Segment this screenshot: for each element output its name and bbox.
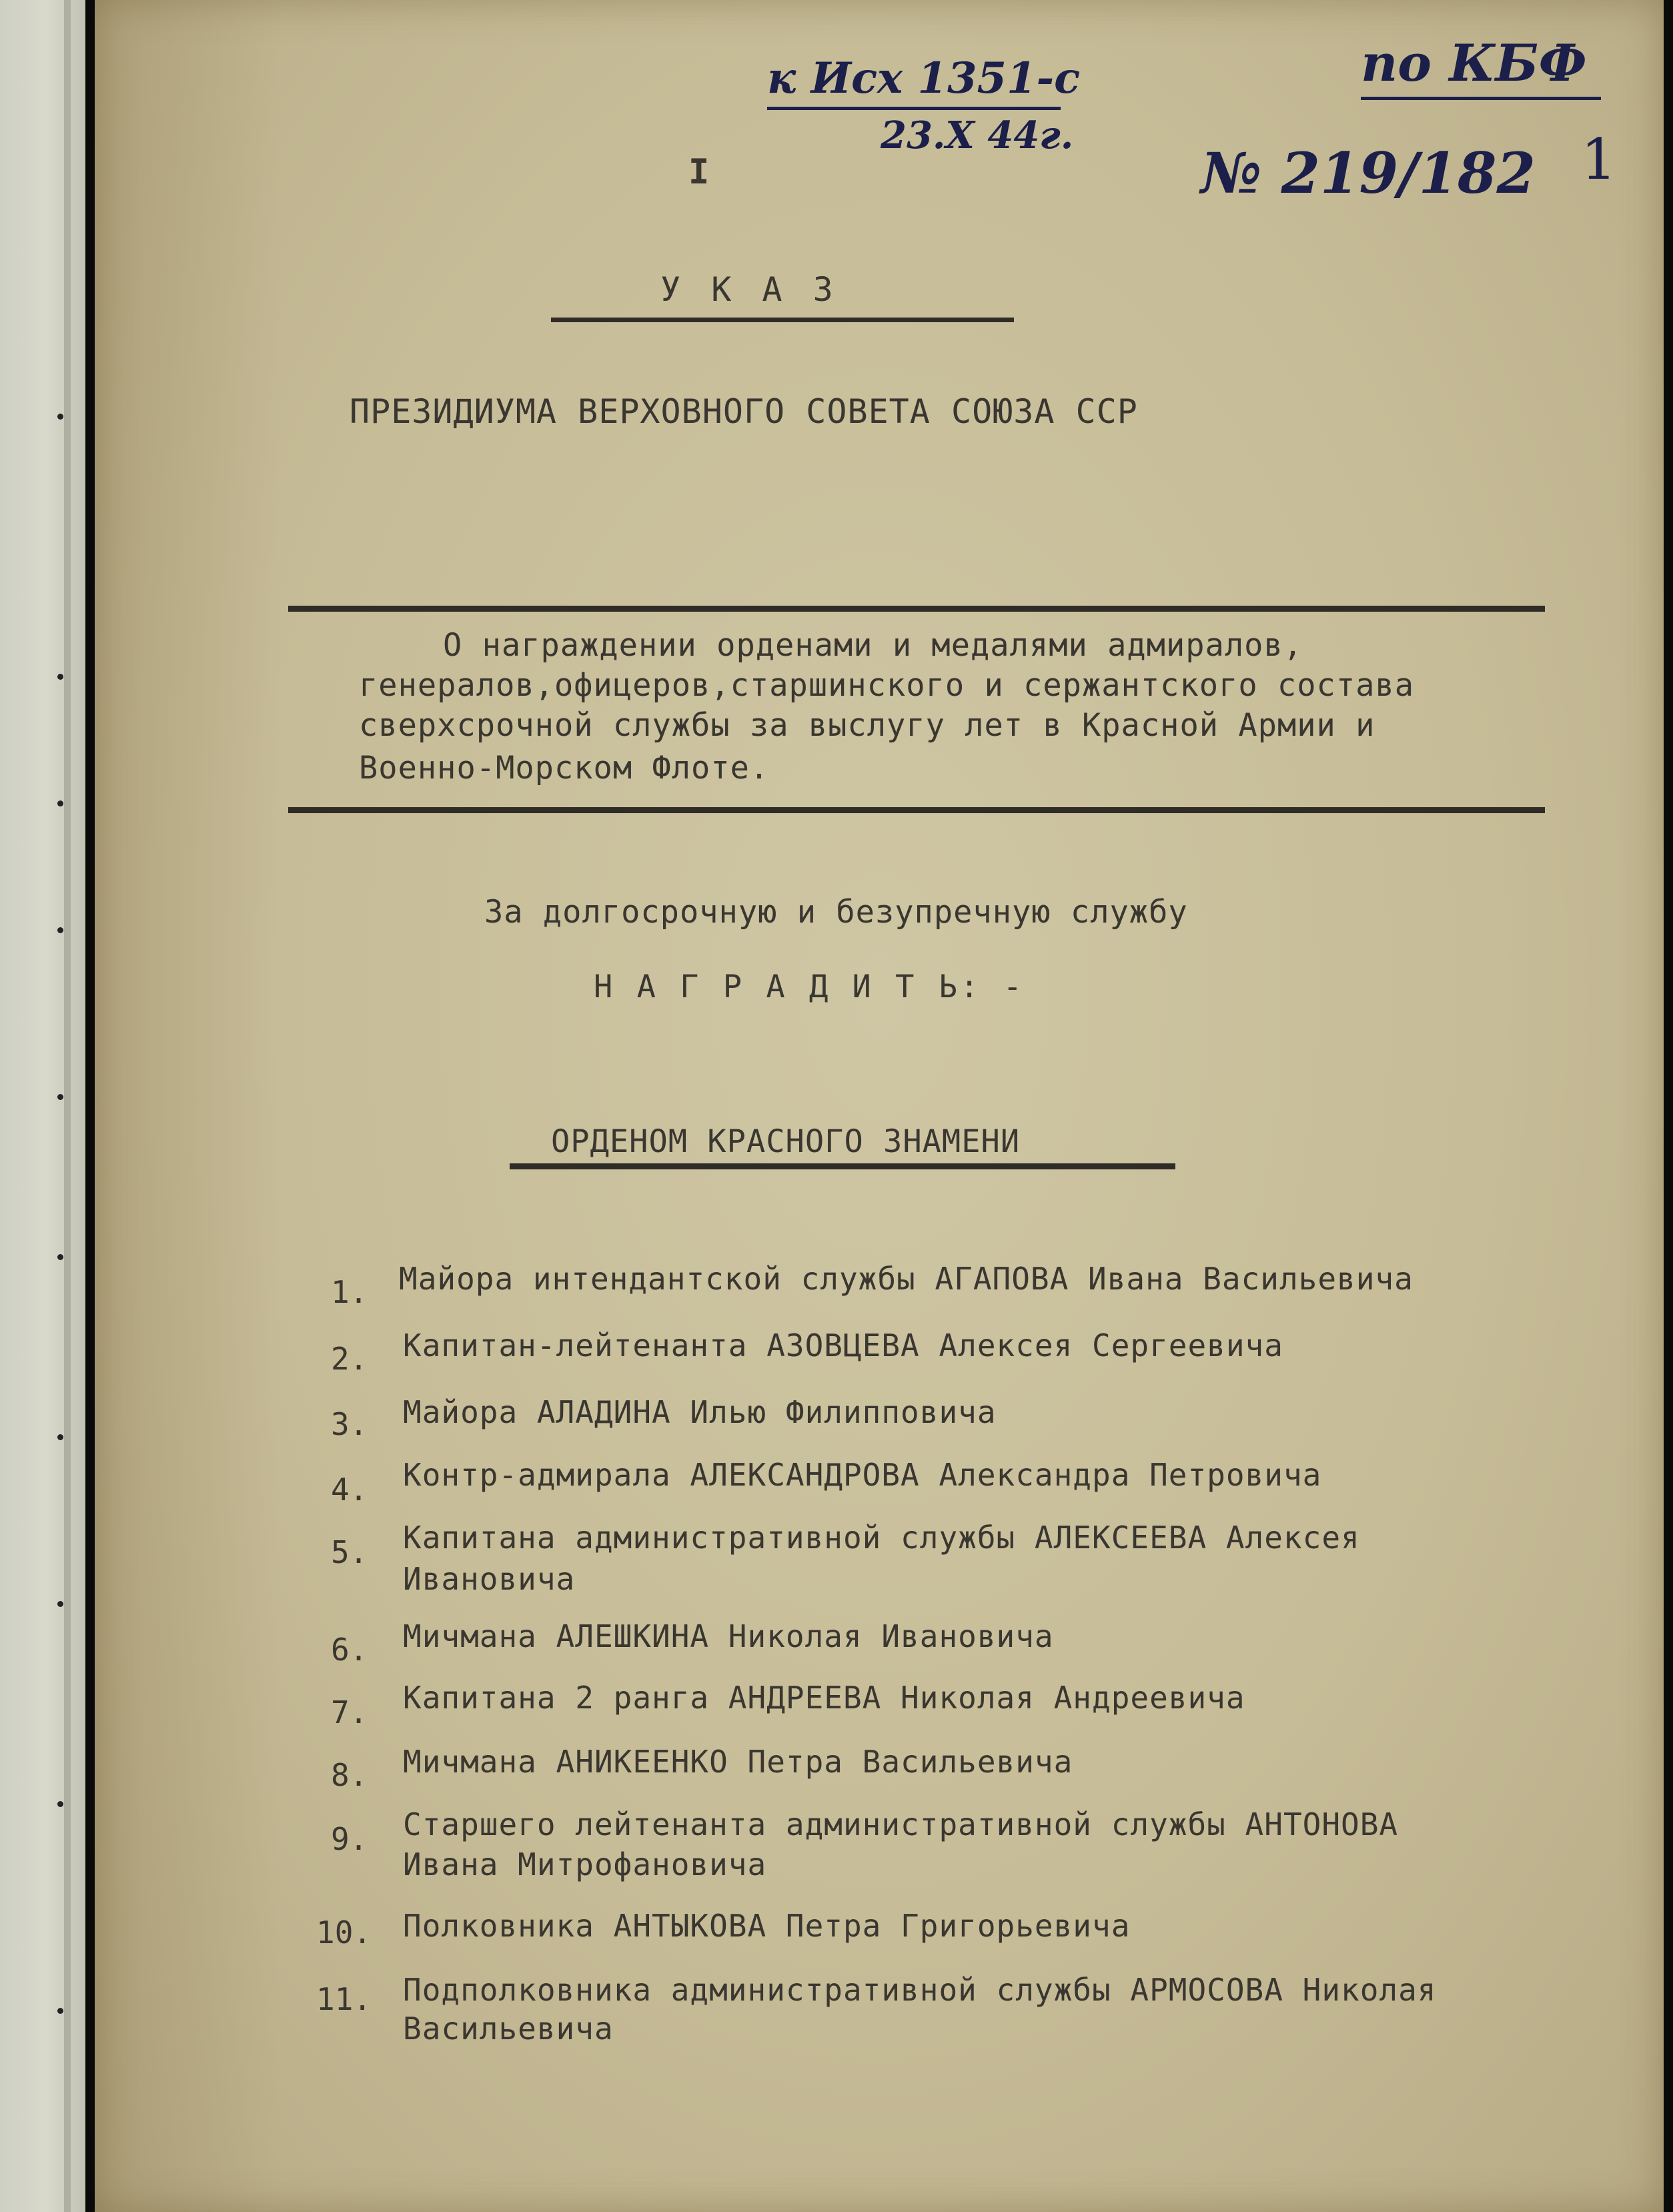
adjacent-page-edge <box>64 0 71 2212</box>
document-page <box>95 0 1664 2212</box>
item-number: 4. <box>331 1472 368 1508</box>
binding-hole <box>57 1094 63 1100</box>
page-number-annotation: 1 <box>1581 127 1617 192</box>
adjacent-page-strip <box>0 0 85 2212</box>
item-number: 10. <box>316 1914 372 1951</box>
binding-hole <box>57 800 63 806</box>
item-text: Мичмана АЛЕШКИНА Николая Ивановича <box>403 1618 1054 1654</box>
item-number: 9. <box>331 1821 368 1857</box>
subject-line: сверхсрочной службы за выслугу лет в Красной Армии и <box>359 707 1375 744</box>
item-text-continuation: Ивана Митрофановича <box>403 1846 767 1882</box>
outgoing-ref-annotation: к Исх 1351-с <box>767 53 1081 103</box>
item-text: Капитана административной службы АЛЕКСЕЕВА Алексея <box>403 1520 1360 1556</box>
fleet-underline <box>1361 97 1601 100</box>
item-text: Старшего лейтенанта административной службы АНТОНОВА <box>403 1806 1399 1842</box>
binding-hole <box>57 1434 63 1440</box>
subject-line: О награждении орденами и медалями адмиралов, <box>443 627 1303 664</box>
binding-hole <box>57 1601 63 1607</box>
roman-section-mark: I <box>688 152 710 192</box>
subject-line: генералов,офицеров,старшинского и сержантского состава <box>359 667 1415 704</box>
item-number: 2. <box>331 1341 368 1377</box>
item-text: Полковника АНТЫКОВА Петра Григорьевича <box>403 1908 1131 1944</box>
item-number: 6. <box>331 1632 368 1668</box>
item-text: Капитана 2 ранга АНДРЕЕВА Николая Андреевича <box>403 1680 1245 1716</box>
item-number: 7. <box>331 1694 368 1730</box>
ref-underline <box>767 107 1061 110</box>
binding-hole <box>57 1254 63 1260</box>
item-text-continuation: Васильевича <box>403 2011 614 2047</box>
item-number: 11. <box>316 1981 372 2017</box>
item-text-continuation: Ивановича <box>403 1561 576 1597</box>
title-underline <box>551 318 1014 322</box>
fleet-annotation: по КБФ <box>1361 33 1587 93</box>
item-text: Майора интендантской службы АГАПОВА Ивана Васильевича <box>399 1261 1414 1297</box>
binding-hole <box>57 674 63 680</box>
item-number: 5. <box>331 1534 368 1570</box>
item-text: Мичмана АНИКЕЕНКО Петра Васильевича <box>403 1744 1073 1780</box>
award-directive: Н А Г Р А Д И Т Ь: - <box>594 969 1025 1005</box>
item-number: 8. <box>331 1757 368 1793</box>
binding-hole <box>57 414 63 420</box>
subject-line: Военно-Морском Флоте. <box>359 750 770 786</box>
binding-hole <box>57 927 63 933</box>
subject-bottom-rule <box>288 807 1545 813</box>
document-subtitle: ПРЕЗИДИУМА ВЕРХОВНОГО СОВЕТА СОЮЗА ССР <box>350 392 1138 431</box>
order-section-title: ОРДЕНОМ КРАСНОГО ЗНАМЕНИ <box>551 1123 1021 1160</box>
item-text: Майора АЛАДИНА Илью Филипповича <box>403 1394 997 1430</box>
document-number-annotation: № 219/182 <box>1201 140 1536 206</box>
item-text: Капитан-лейтенанта АЗОВЦЕВА Алексея Сергеевича <box>403 1327 1283 1363</box>
page-shadow <box>95 0 282 2212</box>
subject-top-rule <box>288 606 1545 612</box>
item-text: Контр-адмирала АЛЕКСАНДРОВА Александра Петровича <box>403 1457 1322 1493</box>
binding-hole <box>57 2008 63 2014</box>
document-title: У К А З <box>660 270 839 309</box>
item-text: Подполковника административной службы АРМОСОВА Николая <box>403 1972 1437 2008</box>
ref-date-annotation: 23.X 44г. <box>881 113 1074 157</box>
service-intro-line: За долгосрочную и безупречную службу <box>484 894 1188 931</box>
item-number: 3. <box>331 1406 368 1442</box>
item-number: 1. <box>331 1274 368 1310</box>
section-underline <box>510 1163 1175 1169</box>
binding-hole <box>57 1801 63 1807</box>
